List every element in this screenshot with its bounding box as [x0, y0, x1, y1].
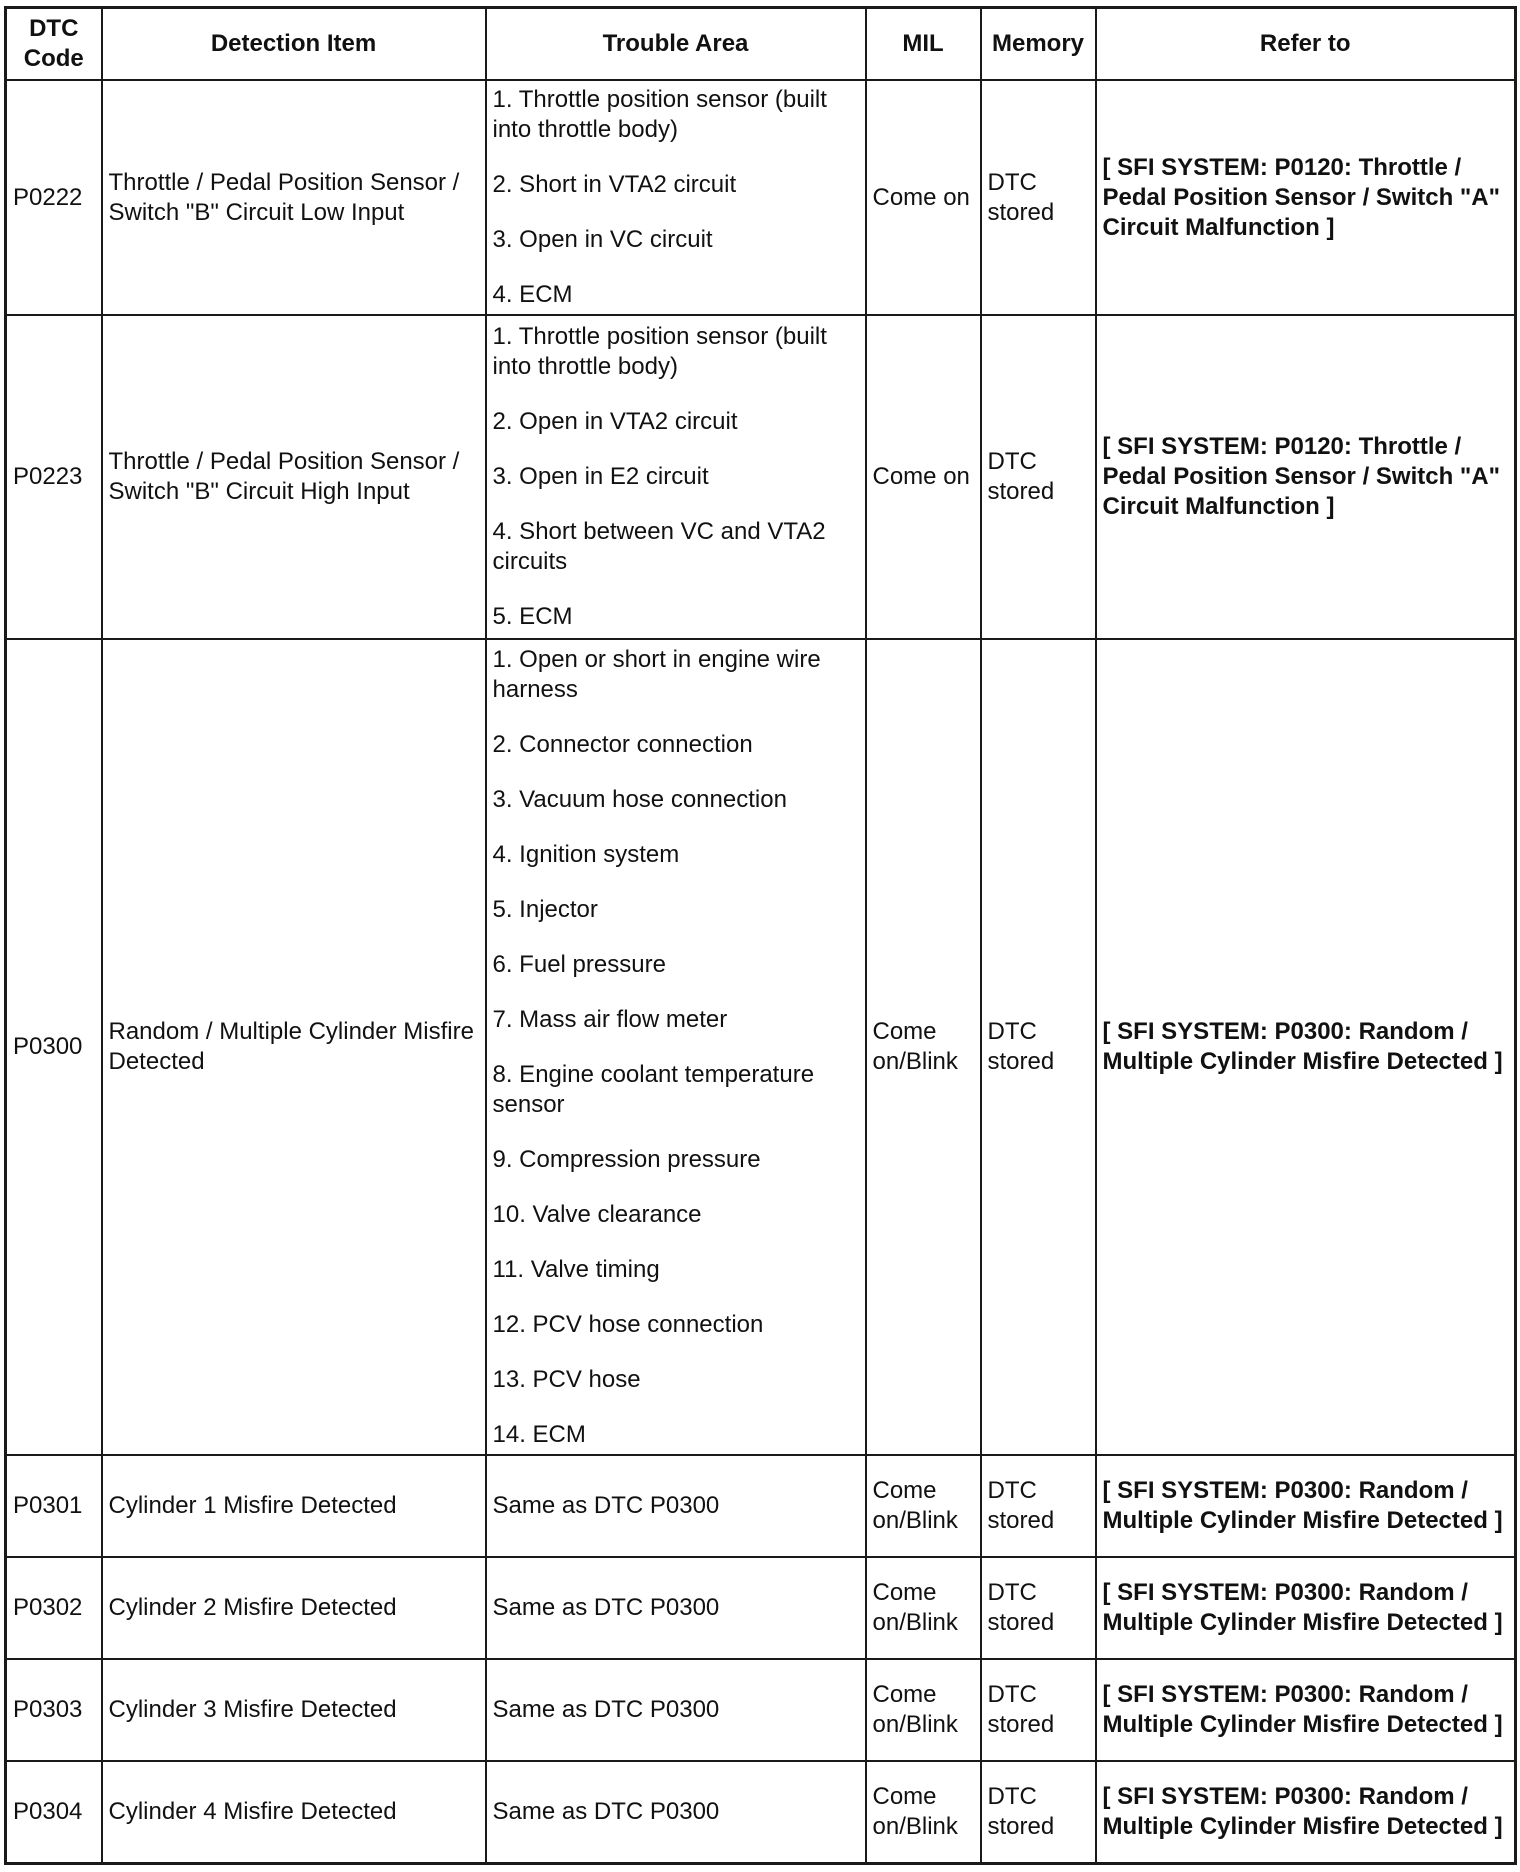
refer-to-link[interactable]: [ SFI SYSTEM: P0300: Random / Multiple Cylinder Misfire Detected ] [1096, 1761, 1516, 1864]
table-row [6, 1761, 1516, 1864]
trouble-area-item: 4. Ignition system [492, 840, 680, 868]
header-memory: Memory [981, 8, 1096, 81]
trouble-area-item: 11. Valve timing [492, 1255, 660, 1283]
memory-cell: DTC stored [981, 80, 1096, 315]
dtc-code-cell: P0222 [6, 80, 102, 315]
trouble-area-item: 12. PCV hose connection [492, 1310, 764, 1338]
trouble-area-item: 10. Valve clearance [492, 1200, 702, 1228]
dtc-table [4, 6, 1517, 1865]
detection-item-cell: Random / Multiple Cylinder Misfire Detected [102, 639, 486, 1455]
trouble-area-list [493, 85, 859, 310]
table-row [6, 1455, 1516, 1557]
trouble-area-item: 3. Open in VC circuit [492, 226, 713, 253]
refer-to-link[interactable]: [ SFI SYSTEM: P0300: Random / Multiple Cylinder Misfire Detected ] [1096, 1557, 1516, 1659]
trouble-area-item: 2. Open in VTA2 circuit [492, 408, 738, 435]
detection-item-cell: Cylinder 4 Misfire Detected [102, 1761, 486, 1864]
mil-cell: Come on/Blink [866, 1557, 981, 1659]
detection-item-cell: Throttle / Pedal Position Sensor / Switch "B" Circuit Low Input [102, 80, 486, 315]
detection-item-cell: Cylinder 2 Misfire Detected [102, 1557, 486, 1659]
table-row [6, 315, 1516, 639]
header-detection-item: Detection Item [102, 8, 486, 81]
header-row [6, 8, 1516, 81]
refer-to-link[interactable]: [ SFI SYSTEM: P0120: Throttle / Pedal Position Sensor / Switch "A" Circuit Malfunction ] [1096, 315, 1516, 639]
refer-to-link[interactable]: [ SFI SYSTEM: P0300: Random / Multiple Cylinder Misfire Detected ] [1096, 1659, 1516, 1761]
trouble-area-item: 14. ECM [492, 1420, 586, 1448]
trouble-area-cell: Same as DTC P0300 [486, 1659, 866, 1761]
mil-cell: Come on/Blink [866, 1659, 981, 1761]
memory-cell: DTC stored [981, 1557, 1096, 1659]
table-row [6, 639, 1516, 1455]
dtc-code-cell: P0223 [6, 315, 102, 639]
header-refer-to: Refer to [1096, 8, 1516, 81]
refer-to-link[interactable]: [ SFI SYSTEM: P0300: Random / Multiple Cylinder Misfire Detected ] [1096, 639, 1516, 1455]
trouble-area-cell [486, 315, 866, 639]
detection-item-cell: Cylinder 1 Misfire Detected [102, 1455, 486, 1557]
trouble-area-item: 4. Short between VC and VTA2 circuits [492, 518, 826, 575]
trouble-area-item: 1. Throttle position sensor (built into throttle body) [492, 86, 827, 143]
trouble-area-item: 8. Engine coolant temperature sensor [492, 1060, 815, 1118]
refer-to-link[interactable]: [ SFI SYSTEM: P0300: Random / Multiple Cylinder Misfire Detected ] [1096, 1455, 1516, 1557]
memory-cell: DTC stored [981, 639, 1096, 1455]
memory-cell: DTC stored [981, 1455, 1096, 1557]
table-row [6, 1659, 1516, 1761]
trouble-area-list [493, 322, 859, 632]
trouble-area-item: 13. PCV hose [492, 1365, 641, 1393]
dtc-code-cell: P0302 [6, 1557, 102, 1659]
trouble-area-item: 2. Short in VTA2 circuit [492, 171, 737, 198]
table-row [6, 80, 1516, 315]
trouble-area-cell [486, 639, 866, 1455]
trouble-area-item: 3. Open in E2 circuit [492, 463, 709, 490]
mil-cell: Come on [866, 80, 981, 315]
detection-item-cell: Throttle / Pedal Position Sensor / Switch "B" Circuit High Input [102, 315, 486, 639]
trouble-area-item: 6. Fuel pressure [492, 950, 666, 978]
refer-to-link[interactable]: [ SFI SYSTEM: P0120: Throttle / Pedal Position Sensor / Switch "A" Circuit Malfunction ] [1096, 80, 1516, 315]
dtc-code-cell: P0303 [6, 1659, 102, 1761]
memory-cell: DTC stored [981, 315, 1096, 639]
trouble-area-item: 5. ECM [492, 603, 573, 630]
detection-item-cell: Cylinder 3 Misfire Detected [102, 1659, 486, 1761]
mil-cell: Come on/Blink [866, 1761, 981, 1864]
trouble-area-cell: Same as DTC P0300 [486, 1455, 866, 1557]
trouble-area-item: 5. Injector [492, 895, 598, 923]
trouble-area-item: 9. Compression pressure [492, 1145, 761, 1173]
header-trouble-area: Trouble Area [486, 8, 866, 81]
table-row [6, 1557, 1516, 1659]
dtc-code-cell: P0300 [6, 639, 102, 1455]
header-mil: MIL [866, 8, 981, 81]
mil-cell: Come on/Blink [866, 639, 981, 1455]
trouble-area-item: 3. Vacuum hose connection [492, 785, 787, 813]
trouble-area-item: 1. Open or short in engine wire harness [492, 645, 821, 703]
trouble-area-item: 1. Throttle position sensor (built into throttle body) [492, 323, 827, 380]
mil-cell: Come on/Blink [866, 1455, 981, 1557]
trouble-area-list [493, 645, 859, 1450]
dtc-code-cell: P0304 [6, 1761, 102, 1864]
trouble-area-item: 7. Mass air flow meter [492, 1005, 728, 1033]
dtc-code-cell: P0301 [6, 1455, 102, 1557]
mil-cell: Come on [866, 315, 981, 639]
trouble-area-cell [486, 80, 866, 315]
memory-cell: DTC stored [981, 1659, 1096, 1761]
header-dtc-code: DTC Code [6, 8, 102, 81]
trouble-area-cell: Same as DTC P0300 [486, 1761, 866, 1864]
trouble-area-item: 4. ECM [492, 281, 573, 308]
trouble-area-cell: Same as DTC P0300 [486, 1557, 866, 1659]
memory-cell: DTC stored [981, 1761, 1096, 1864]
trouble-area-item: 2. Connector connection [492, 730, 753, 758]
